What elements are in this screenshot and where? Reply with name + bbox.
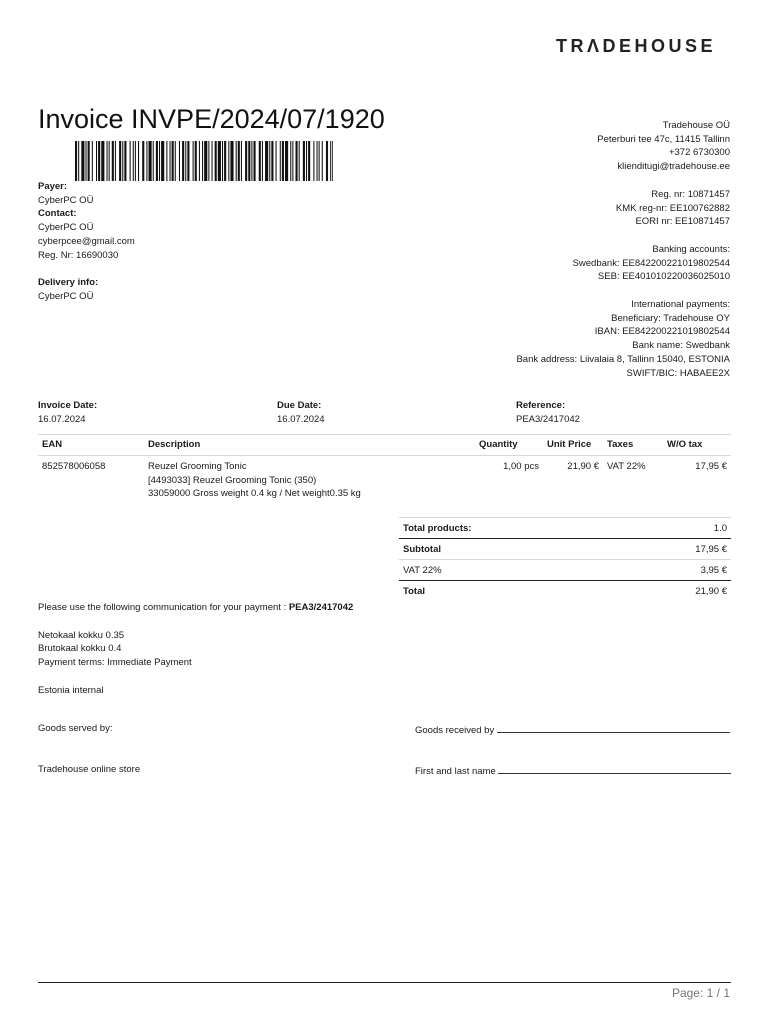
beneficiary: Beneficiary: Tradehouse OY — [611, 312, 730, 324]
total-products-label: Total products: — [399, 518, 618, 539]
tradehouse-logo: TRΛDEHOUSE — [556, 36, 717, 56]
barcode-image — [75, 141, 333, 181]
col-taxes: Taxes — [603, 435, 663, 456]
col-quantity: Quantity — [475, 435, 543, 456]
row-description — [144, 456, 475, 505]
payment-terms: Payment terms: Immediate Payment — [38, 657, 192, 669]
due-date-block — [277, 399, 325, 427]
footer-divider — [38, 982, 731, 983]
total-value: 21,90 € — [695, 585, 727, 597]
delivery-label: Delivery info: — [38, 277, 99, 289]
totals-table — [399, 517, 731, 601]
communication-prefix: Please use the following communication for your payment : — [38, 602, 289, 613]
first-last-name-label: First and last name — [415, 766, 496, 777]
seller-address: Peterburi tee 47c, 11415 Tallinn — [597, 133, 730, 145]
invoice-date-value: 16.07.2024 — [38, 414, 86, 425]
subtotal-label: Subtotal — [399, 539, 618, 560]
communication-ref: PEA3/2417042 — [288, 602, 354, 613]
row-quantity: 1,00 pcs — [503, 461, 539, 472]
goods-received-by-label: Goods received by — [415, 725, 495, 736]
reference-value: PEA3/2417042 — [516, 414, 580, 425]
due-date-label: Due Date: — [277, 400, 322, 411]
seller-name: Tradehouse OÜ — [662, 120, 730, 131]
seller-eori: EORI nr: EE10871457 — [635, 216, 730, 228]
first-last-name — [415, 764, 731, 777]
invoice-title: Invoice INVPE/2024/07/1920 — [38, 104, 385, 134]
contact-name: CyberPC OÜ — [38, 222, 94, 234]
store-name: Tradehouse online store — [38, 764, 141, 775]
total-products-row — [399, 518, 731, 539]
vat-label: VAT 22% — [399, 560, 618, 581]
invoice-date-label: Invoice Date: — [38, 400, 98, 411]
row-desc-line2: [4493033] Reuzel Grooming Tonic (350) — [148, 474, 317, 486]
row-desc-line3: 33059000 Gross weight 0.4 kg / Net weight0.35 kg — [148, 488, 361, 499]
payer-name: CyberPC OÜ — [38, 194, 94, 206]
row-taxes: VAT 22% — [607, 461, 646, 472]
total-row — [399, 581, 731, 602]
col-description: Description — [144, 435, 475, 456]
payment-notes — [38, 601, 353, 698]
payer-label: Payer: — [38, 181, 68, 192]
seb-account: SEB: EE401010220036025010 — [597, 271, 730, 283]
row-ean: 852578006058 — [42, 461, 106, 472]
col-wo-tax: W/O tax — [663, 435, 731, 456]
table-header-row — [38, 435, 731, 456]
reference-block — [516, 399, 580, 427]
invoice-date-block — [38, 399, 97, 427]
goods-served-by-label: Goods served by: — [38, 723, 113, 734]
delivery-name: CyberPC OÜ — [38, 290, 94, 302]
seller-reg-nr: Reg. nr: 10871457 — [651, 188, 730, 200]
page-number: Page: 1 / 1 — [671, 986, 730, 1000]
row-unit-price: 21,90 € — [567, 461, 599, 472]
subtotal-value: 17,95 € — [618, 539, 732, 560]
swift-bic: SWIFT/BIC: HABAEE2X — [626, 367, 730, 379]
banking-title: Banking accounts: — [652, 243, 730, 255]
net-weight: Netokaal kokku 0.35 — [38, 629, 125, 641]
vat-row — [399, 560, 731, 581]
name-signature-line — [498, 764, 731, 774]
row-desc-line1: Reuzel Grooming Tonic — [148, 461, 247, 472]
swedbank-account: Swedbank: EE842200221019802544 — [572, 257, 730, 269]
goods-received-by — [415, 723, 730, 736]
seller-phone: +372 6730300 — [668, 147, 730, 159]
due-date-value: 16.07.2024 — [277, 414, 325, 425]
bank-address: Bank address: Liivalaia 8, Tallinn 15040, ESTONIA — [516, 353, 730, 365]
total-products-value: 1.0 — [618, 518, 732, 539]
table-row — [38, 456, 731, 505]
bank-name: Bank name: Swedbank — [632, 340, 730, 352]
iban: IBAN: EE842200221019802544 — [594, 326, 730, 338]
payer-info — [38, 180, 135, 304]
seller-kmk: KMK reg-nr: EE100762882 — [615, 202, 730, 214]
intl-payments-title: International payments: — [631, 299, 730, 311]
col-unit-price: Unit Price — [543, 435, 603, 456]
subtotal-row — [399, 539, 731, 560]
contact-label: Contact: — [38, 208, 77, 220]
row-wo-tax: 17,95 € — [695, 461, 727, 472]
invoice-lines-table — [38, 434, 731, 505]
vat-value: 3,95 € — [618, 560, 732, 581]
contact-email: cyberpcee@gmail.com — [38, 235, 135, 247]
total-label: Total — [403, 585, 425, 597]
reference-label: Reference: — [516, 400, 566, 411]
gross-weight: Brutokaal kokku 0.4 — [38, 643, 122, 655]
region-note: Estonia internal — [38, 684, 104, 696]
payer-reg-nr: Reg. Nr: 16690030 — [38, 249, 119, 261]
communication-line — [38, 601, 353, 615]
col-ean: EAN — [38, 435, 144, 456]
seller-email: klienditugi@tradehouse.ee — [617, 161, 730, 173]
seller-info — [516, 119, 730, 380]
received-by-signature-line — [497, 723, 730, 733]
